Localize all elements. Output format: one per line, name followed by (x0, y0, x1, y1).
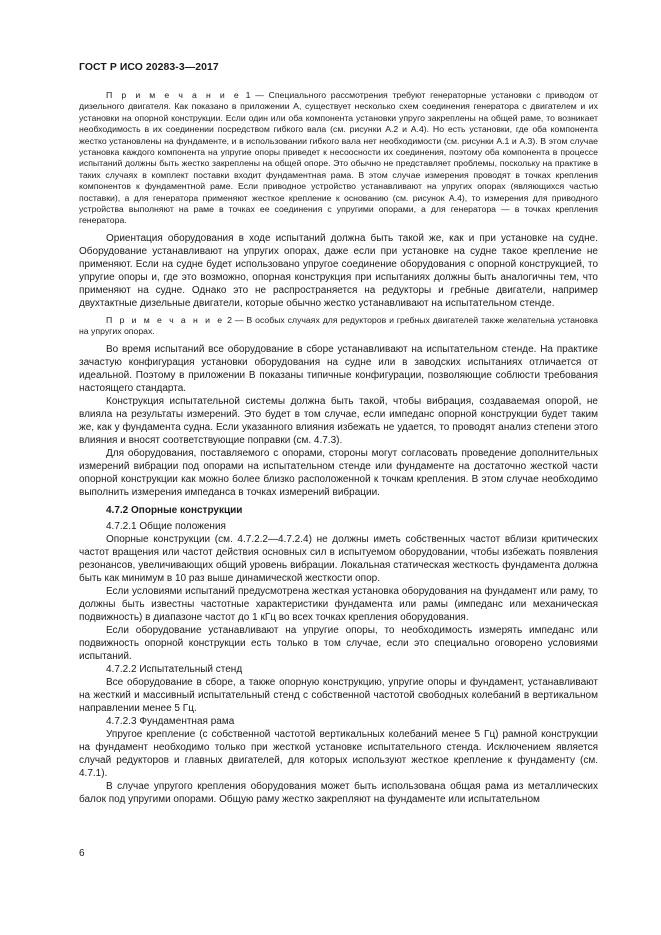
note-2 (79, 315, 598, 338)
note-1 (79, 90, 598, 227)
subsection-heading-4-7-2-1: 4.7.2.1 Общие положения (106, 520, 226, 532)
paragraph-orientation: Ориентация оборудования в ходе испытаний должна быть такой же, как и при установке на судне. Оборудование устанавливают на упругих опорах, даже если при установке на судне такое крепление не применяют. Если на судне будет использовано упругое соединение оборудования с опорной конструкцией, то упругие опоры и, где это возможно, опорная конструкция при испытаниях должны быть аналогичны тем, что применяют на судне. Однако это не распространяется на редукторы и гребные двигатели, например двухтактные дизельные двигатели, которые обычно жестко устанавливают на испытательном стенде. (79, 232, 598, 309)
section-heading-4-7-2: 4.7.2 Опорные конструкции (106, 504, 243, 516)
paragraph-design: Конструкция испытательной системы должна быть такой, чтобы вибрация, создаваемая опорой, не влияла на результаты измерений. Это будет в том случае, если импеданс опорной конструкции будет таким же, как у фундамента судна. Если указанного влияния избежать не удается, то проводят анализ степени этого влияния и вносят соответствующие поправки (см. 4.7.3). (79, 395, 598, 446)
page-body (79, 90, 598, 806)
paragraph-assembly: Во время испытаний все оборудование в сборе устанавливают на испытательном стенде. На практике зачастую конфигурация установки оборудования на судне или в заводских испытаниях отличается от идеальной. Поэтому в приложении В показаны типичные конфигурации, позволяющие соблюсти требования настоящего стандарта. (79, 343, 598, 394)
paragraph-4-7-2-1-b: Если условиями испытаний предусмотрена жесткая установка оборудования на фундамент или раму, то должны быть известны частотные характеристики фундамента или рамы (импеданс или механическая подвижность) в диапазоне частот до 1 кГц во всех точках крепления оборудования. (79, 585, 598, 623)
note-2-label: П р и м е ч а н и е (106, 314, 225, 325)
page-number: 6 (79, 848, 85, 859)
paragraph-4-7-2-3-a: Упругое крепление (с собственной частотой вертикальных колебаний менее 5 Гц) рамной конструкции на фундамент необходимо только при жесткой установке испытательного стенда. Исключением является случай редукторов и главных двигателей, для которых используют жесткое крепление к фундаменту (см. 4.7.1). (79, 728, 598, 779)
subsection-heading-4-7-2-3: 4.7.2.3 Фундаментная рама (106, 715, 235, 727)
paragraph-4-7-2-1-c: Если оборудование устанавливают на упругие опоры, то необходимость измерять импеданс или подвижность опорной конструкции есть только в том случае, если это специально оговорено условиями испытаний. (79, 624, 598, 662)
note-1-text: 1 — Специального рассмотрения требуют генераторные установки с приводом от дизельного двигателя. Как показано в приложении А, существует несколько схем соединения генератора с двигателем и их установки на опорной конструкции. Если один или оба компонента установки упруго закреплены на общей раме, то возникает необходимость в их соединении посредством гибкого вала (см. рисунки А.2 и А.4). Но есть установки, где оба компонента жестко установлены на фундаменте, и в использовании гибкого вала нет необходимости (см. рисунки А.1 и А.3). В этом случае установка каждого компонента на упругие опоры приведет к несоосности их соединения, поэтому оба компонента в процессе испытаний должны быть жестко закреплены на общей опоре. Это обычно не представляет проблемы, поскольку на практике в таких случаях в комплект поставки входит фундаментная рама. В этом случае измерения проводят в точках крепления компонентов к фундаментной раме. Если приводное устройство устанавливают на упругих опорах (являющихся частью поставки), а для генератора применяют жесткое крепление к основанию (см. рисунок А.4), то измерения для приводного устройства выполняют на раме в точках ее соединения с упругими опорами, а для генератора — в точках крепления генератора. (79, 90, 598, 226)
paragraph-4-7-2-3-b: В случае упругого крепления оборудования может быть использована общая рама из металлических балок под упругими опорами. Общую раму жестко закрепляют на фундаменте или испытательном (79, 780, 598, 805)
note-2-text: 2 — В особых случаях для редукторов и гребных двигателей также желательна установка на упругих опорах. (79, 314, 598, 337)
document-code: ГОСТ Р ИСО 20283-3—2017 (79, 62, 219, 73)
subsection-heading-4-7-2-2: 4.7.2.2 Испытательный стенд (106, 663, 243, 675)
paragraph-4-7-2-1-a: Опорные конструкции (см. 4.7.2.2—4.7.2.4) не должны иметь собственных частот вблизи критических частот вращения или частот действия основных сил в испытуемом оборудовании, чтобы избежать появления резонансов, увеличивающих общий уровень вибрации. Локальная статическая жесткость фундамента должна быть как минимум в 10 раз выше динамической жесткости опор. (79, 533, 598, 584)
paragraph-4-7-2-2: Все оборудование в сборе, а также опорную конструкцию, упругие опоры и фундамент, устанавливают на жесткий и массивный испытательный стенд с собственной частотой свободных колебаний в вертикальном направлении менее 5 Гц. (79, 676, 598, 714)
note-1-label: П р и м е ч а н и е (106, 90, 241, 100)
paragraph-supplied-equipment: Для оборудования, поставляемого с опорами, стороны могут согласовать проведение дополнительных измерений вибрации под опорами на испытательном стенде или фундаменте на достаточно жесткой части опорной конструкции как можно более близко расположенной к точкам крепления. В этом случае необходимо выполнить измерения импеданса в точках измерений вибрации. (79, 447, 598, 498)
